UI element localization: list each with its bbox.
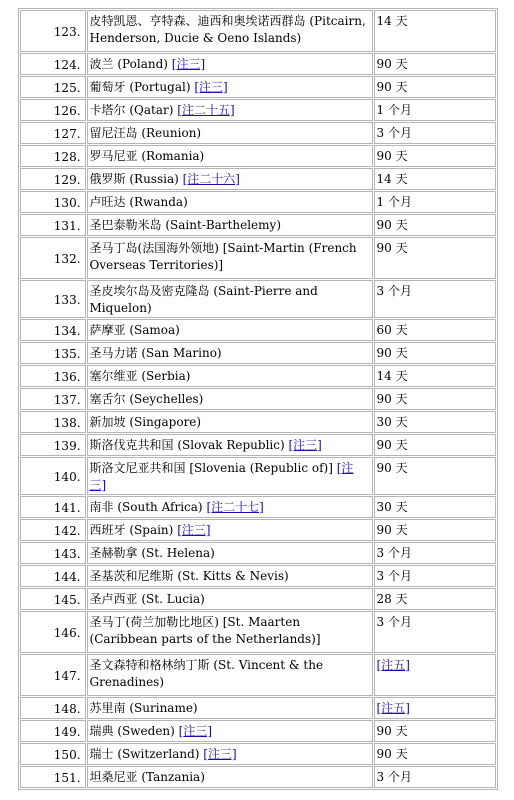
stay-period: 14 天 (376, 172, 408, 186)
table-row (20, 168, 496, 190)
stay-period-cell (374, 10, 496, 52)
stay-period: 90 天 (376, 57, 408, 71)
stay-period-cell (374, 519, 496, 541)
row-number: 123. (20, 10, 86, 52)
table-row (20, 766, 496, 788)
stay-period: 90 天 (376, 461, 408, 475)
table-row (20, 542, 496, 564)
table-row (20, 342, 496, 364)
note-link[interactable]: [注二十五] (177, 103, 235, 117)
stay-period: 30 天 (376, 415, 408, 429)
country-name-en: (San Marino) (141, 346, 222, 360)
stay-period-cell (374, 611, 496, 653)
country-name-en: (Saint-Barthelemy) (165, 218, 281, 232)
stay-period-cell (374, 588, 496, 610)
stay-period: 3 个月 (376, 615, 412, 629)
table-row (20, 388, 496, 410)
country-name-zh: 圣文森特和格林纳丁斯 (89, 658, 210, 672)
row-number: 139. (20, 434, 86, 456)
country-name-zh: 波兰 (89, 57, 114, 71)
row-number: 136. (20, 365, 86, 387)
stay-period-cell (374, 280, 496, 318)
country-name-en: (Reunion) (141, 126, 202, 140)
row-number: 149. (20, 720, 86, 742)
country-name-zh: 斯洛文尼亚共和国 (89, 461, 186, 475)
country-name-zh: 圣巴泰勒米岛 (89, 218, 162, 232)
country-name-cell (87, 411, 373, 433)
country-name-zh: 卡塔尔 (89, 103, 126, 117)
country-name-en: (Serbia) (141, 369, 191, 383)
country-name-zh: 坦桑尼亚 (89, 770, 138, 784)
stay-period-cell (374, 365, 496, 387)
row-number: 140. (20, 457, 86, 495)
row-number: 141. (20, 496, 86, 518)
country-name-zh: 葡萄牙 (89, 80, 126, 94)
note-link[interactable]: [注三] (194, 80, 228, 94)
country-name-zh: 新加坡 (89, 415, 126, 429)
country-name-en: (Saint-Pierre and Miquelon) (89, 284, 318, 315)
country-name-cell (87, 10, 373, 52)
stay-period-cell (374, 697, 496, 719)
stay-period-cell (374, 388, 496, 410)
country-name-cell (87, 588, 373, 610)
row-number: 138. (20, 411, 86, 433)
stay-period: 60 天 (376, 323, 408, 337)
stay-period: 3 个月 (376, 770, 412, 784)
table-row (20, 743, 496, 765)
stay-period-cell (374, 168, 496, 190)
country-name-zh: 圣马丁(荷兰加勒比地区) (89, 615, 219, 629)
country-name-cell (87, 542, 373, 564)
country-name-zh: 斯洛伐克共和国 (89, 438, 174, 452)
stay-period-cell (374, 191, 496, 213)
stay-period: 3 个月 (376, 284, 412, 298)
country-name-en: (Rwanda) (129, 195, 188, 209)
stay-period-cell (374, 319, 496, 341)
stay-period-cell (374, 411, 496, 433)
country-name-en: (St. Lucia) (141, 592, 205, 606)
row-number: 148. (20, 697, 86, 719)
country-name-zh: 圣基茨和尼维斯 (89, 569, 174, 583)
stay-period: 90 天 (376, 724, 408, 738)
country-name-zh: 圣卢西亚 (89, 592, 138, 606)
stay-period: 90 天 (376, 80, 408, 94)
country-name-zh: 卢旺达 (89, 195, 126, 209)
stay-period: 90 天 (376, 438, 408, 452)
country-name-en: [Saint-Martin (French Overseas Territories)] (89, 241, 357, 272)
stay-period-cell (374, 766, 496, 788)
stay-period-cell (374, 53, 496, 75)
table-row (20, 122, 496, 144)
country-name-en: [St. Maarten (Caribbean parts of the Netherlands)] (89, 615, 321, 646)
table-row (20, 611, 496, 653)
country-name-en: (South Africa) (117, 500, 203, 514)
country-name-en: (Singapore) (129, 415, 202, 429)
country-name-cell (87, 388, 373, 410)
row-number: 137. (20, 388, 86, 410)
period-note-link[interactable]: [注五] (376, 658, 410, 672)
country-name-zh: 萨摩亚 (89, 323, 126, 337)
table-row (20, 76, 496, 98)
row-number: 126. (20, 99, 86, 121)
stay-period: 90 天 (376, 747, 408, 761)
country-name-en: (Tanzania) (141, 770, 205, 784)
country-name-zh: 罗马尼亚 (89, 149, 138, 163)
table-row (20, 10, 496, 52)
country-name-zh: 皮特凯恩、亨特森、迪西和奥埃诺西群岛 (89, 14, 306, 28)
country-name-en: (Seychelles) (129, 392, 204, 406)
stay-period: 30 天 (376, 500, 408, 514)
table-row (20, 411, 496, 433)
country-name-en: (Poland) (117, 57, 168, 71)
table-row (20, 280, 496, 318)
stay-period-cell (374, 99, 496, 121)
row-number: 131. (20, 214, 86, 236)
period-note-link[interactable]: [注五] (376, 701, 410, 715)
row-number: 146. (20, 611, 86, 653)
stay-period: 90 天 (376, 523, 408, 537)
country-name-zh: 圣马丁岛(法国海外领地) (89, 241, 219, 255)
table-row (20, 654, 496, 696)
country-name-cell (87, 654, 373, 696)
stay-period-cell (374, 122, 496, 144)
row-number: 124. (20, 53, 86, 75)
note-link[interactable]: [注三] (288, 438, 322, 452)
table-row (20, 697, 496, 719)
country-name-en: (St. Helena) (141, 546, 215, 560)
country-name-en: [Slovenia (Republic of)] (189, 461, 333, 475)
stay-period-cell (374, 434, 496, 456)
country-name-cell (87, 168, 373, 190)
stay-period: 3 个月 (376, 546, 412, 560)
country-name-en: (Spain) (129, 523, 174, 537)
table-row (20, 496, 496, 518)
country-name-en: (Romania) (141, 149, 205, 163)
stay-period-cell (374, 457, 496, 495)
row-number: 130. (20, 191, 86, 213)
stay-period-cell (374, 720, 496, 742)
row-number: 145. (20, 588, 86, 610)
country-name-cell (87, 191, 373, 213)
table-row (20, 588, 496, 610)
country-name-zh: 圣皮埃尔岛及密克隆岛 (89, 284, 210, 298)
country-name-zh: 塞尔维亚 (89, 369, 138, 383)
stay-period: 90 天 (376, 218, 408, 232)
country-name-cell (87, 519, 373, 541)
table-row (20, 99, 496, 121)
note-link[interactable]: [注二十七] (206, 500, 264, 514)
country-name-en: (Slovak Republic) (177, 438, 285, 452)
country-name-en: (Switzerland) (117, 747, 200, 761)
country-name-cell (87, 53, 373, 75)
country-name-en: (Suriname) (129, 701, 198, 715)
stay-period-cell (374, 542, 496, 564)
row-number: 125. (20, 76, 86, 98)
country-name-cell (87, 214, 373, 236)
stay-period-cell (374, 565, 496, 587)
stay-period: 90 天 (376, 392, 408, 406)
country-name-en: (Sweden) (117, 724, 175, 738)
row-number: 133. (20, 280, 86, 318)
country-name-en: (Russia) (129, 172, 179, 186)
row-number: 128. (20, 145, 86, 167)
stay-period: 1 个月 (376, 195, 412, 209)
country-name-zh: 圣马力诺 (89, 346, 138, 360)
country-name-cell (87, 457, 373, 495)
country-name-cell (87, 496, 373, 518)
country-name-cell (87, 766, 373, 788)
country-name-en: (Pitcairn, Henderson, Ducie & Oeno Islands) (89, 14, 366, 45)
country-name-en: (Portugal) (129, 80, 191, 94)
row-number: 134. (20, 319, 86, 341)
stay-period: 14 天 (376, 369, 408, 383)
table-row (20, 53, 496, 75)
table-row (20, 365, 496, 387)
table-row (20, 214, 496, 236)
row-number: 127. (20, 122, 86, 144)
stay-period-cell (374, 342, 496, 364)
country-name-zh: 留尼汪岛 (89, 126, 138, 140)
row-number: 147. (20, 654, 86, 696)
country-name-zh: 瑞典 (89, 724, 114, 738)
country-name-cell (87, 237, 373, 279)
table-row (20, 434, 496, 456)
stay-period: 28 天 (376, 592, 408, 606)
note-link[interactable]: [注三] (177, 523, 211, 537)
note-link[interactable]: [注三] (203, 747, 237, 761)
row-number: 132. (20, 237, 86, 279)
country-name-cell (87, 697, 373, 719)
country-name-zh: 西班牙 (89, 523, 126, 537)
country-name-cell (87, 319, 373, 341)
country-name-cell (87, 99, 373, 121)
country-name-zh: 苏里南 (89, 701, 126, 715)
country-name-en: (St. Vincent & the Grenadines) (89, 658, 324, 689)
note-link[interactable]: [注三] (171, 57, 206, 71)
country-name-cell (87, 145, 373, 167)
table-row (20, 565, 496, 587)
country-name-zh: 南非 (89, 500, 114, 514)
country-name-en: (St. Kitts & Nevis) (177, 569, 289, 583)
country-name-cell (87, 565, 373, 587)
country-name-cell (87, 76, 373, 98)
country-name-en: (Qatar) (129, 103, 174, 117)
stay-period-cell (374, 214, 496, 236)
table-row (20, 145, 496, 167)
row-number: 151. (20, 766, 86, 788)
table-row (20, 720, 496, 742)
country-name-zh: 圣赫勒拿 (89, 546, 138, 560)
country-name-cell (87, 342, 373, 364)
country-name-en: (Samoa) (129, 323, 180, 337)
stay-period: 1 个月 (376, 103, 412, 117)
stay-period-cell (374, 743, 496, 765)
stay-period: 90 天 (376, 149, 408, 163)
country-name-cell (87, 434, 373, 456)
stay-period: 14 天 (376, 14, 408, 28)
table-row (20, 237, 496, 279)
stay-period-cell (374, 654, 496, 696)
row-number: 129. (20, 168, 86, 190)
country-name-cell (87, 280, 373, 318)
table-body (20, 10, 496, 788)
note-link[interactable]: [注二十六] (182, 172, 240, 186)
country-name-zh: 俄罗斯 (89, 172, 126, 186)
table-row (20, 519, 496, 541)
stay-period: 3 个月 (376, 569, 412, 583)
table-row (20, 319, 496, 341)
stay-period: 90 天 (376, 346, 408, 360)
stay-period: 3 个月 (376, 126, 412, 140)
note-link[interactable]: [注三] (89, 461, 354, 492)
visa-free-countries-table (18, 8, 498, 790)
note-link[interactable]: [注三] (178, 724, 213, 738)
row-number: 143. (20, 542, 86, 564)
stay-period-cell (374, 145, 496, 167)
country-name-cell (87, 743, 373, 765)
table-row (20, 191, 496, 213)
country-name-cell (87, 365, 373, 387)
country-name-zh: 塞舌尔 (89, 392, 126, 406)
stay-period-cell (374, 237, 496, 279)
stay-period-cell (374, 76, 496, 98)
row-number: 150. (20, 743, 86, 765)
country-name-cell (87, 611, 373, 653)
row-number: 144. (20, 565, 86, 587)
country-name-cell (87, 122, 373, 144)
stay-period-cell (374, 496, 496, 518)
table-row (20, 457, 496, 495)
country-name-zh: 瑞士 (89, 747, 114, 761)
country-name-cell (87, 720, 373, 742)
row-number: 142. (20, 519, 86, 541)
stay-period: 90 天 (376, 241, 408, 255)
row-number: 135. (20, 342, 86, 364)
